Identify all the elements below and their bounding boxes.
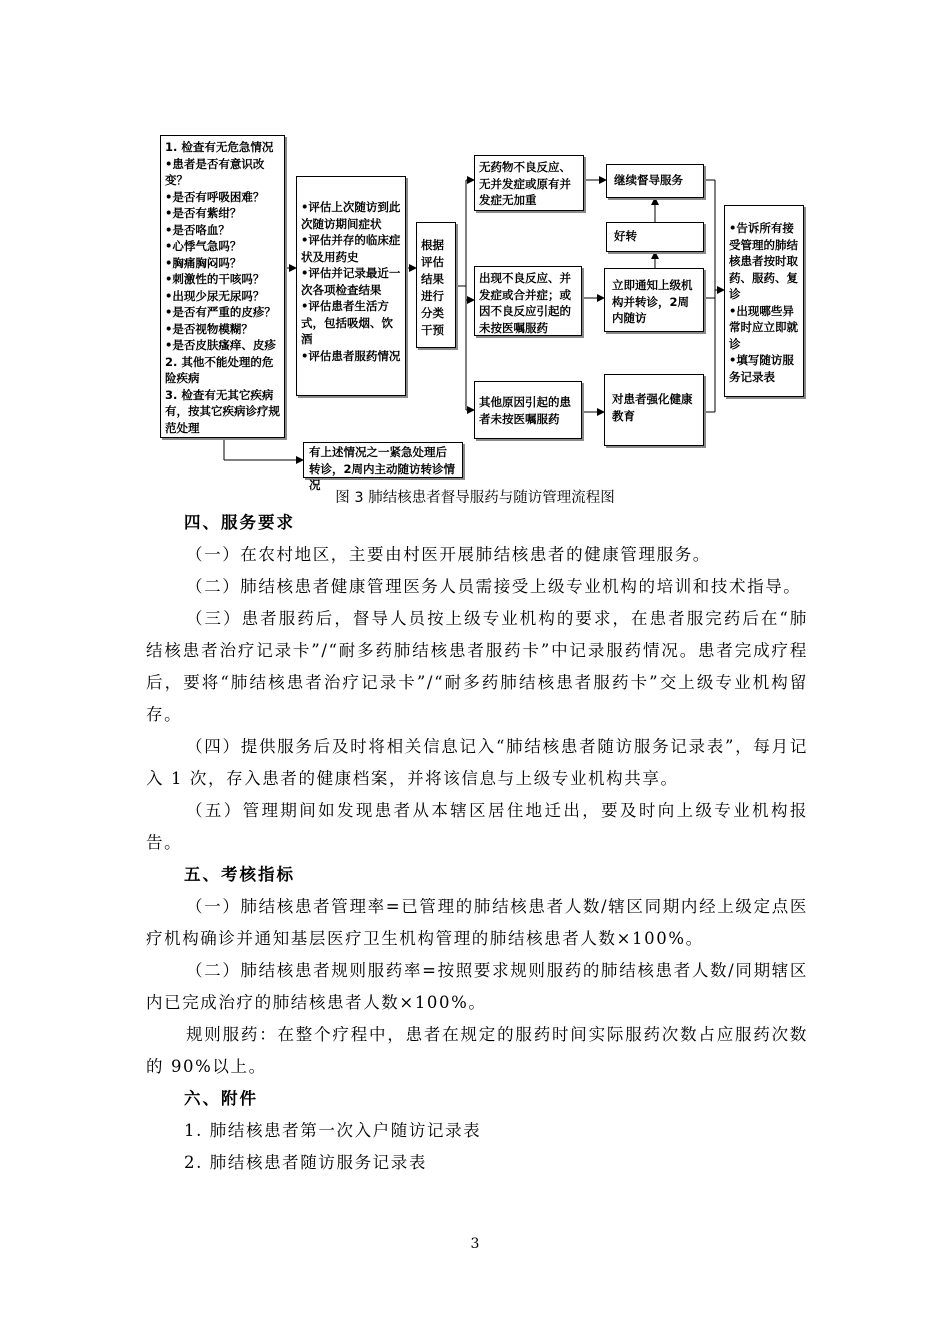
check-item: •刺激性的干咳吗？ (165, 272, 265, 286)
evaluation-item: •评估并记录最近一次各项检查结果 (301, 266, 401, 297)
notify-text: 立即通知上级机构并转诊，2周内随访 (612, 278, 693, 325)
class-c-text: 其他原因引起的患者未按医嘱服药 (479, 395, 571, 426)
check-item: 1. 检查有无危急情况 (165, 140, 274, 154)
better-box (606, 222, 704, 252)
check-item: •心悸气急吗？ (165, 239, 242, 253)
educate-box (604, 374, 704, 446)
paragraph: 规则服药：在整个疗程中，患者在规定的服药时间实际服药次数占应服药次数的 90%以上。 (146, 1025, 808, 1076)
class-b-text: 出现不良反应、并发症或合并症；或因不良反应引起的未按医嘱服药 (479, 271, 571, 335)
document-body (146, 507, 808, 1179)
section-heading: 六、附件 (184, 1089, 258, 1108)
continue-text: 继续督导服务 (614, 173, 683, 187)
class-a-box (474, 155, 584, 211)
paragraph: （一）肺结核患者管理率=已管理的肺结核患者人数/辖区同期内经上级定点医疗机构确诊并通知基层医疗卫生机构管理的肺结核患者人数×100%。 (146, 897, 808, 948)
evaluation-item: •评估上次随访到此次随访期间症状 (301, 200, 401, 231)
final-instructions-box (724, 205, 804, 397)
paragraph: （一）在农村地区，主要由村医开展肺结核患者的健康管理服务。 (186, 545, 711, 564)
figure-caption: 图 3 肺结核患者督导服药与随访管理流程图 (335, 490, 615, 506)
paragraph: （三）患者服药后，督导人员按上级专业机构的要求，在患者服完药后在“肺结核患者治疗记录卡”/“耐多药肺结核患者服药卡”中记录服药情况。患者完成疗程后，要将“肺结核患者治疗记录卡”/“耐多药肺结核患者服药卡”交上级专业机构留存。 (146, 609, 808, 724)
check-item: •患者是否有意识改变？ (165, 156, 265, 187)
check-item: •胸痛胸闷吗？ (165, 255, 242, 270)
check-item: •出现少尿无尿吗？ (165, 288, 265, 303)
classify-box (416, 222, 456, 348)
danger-check-box (160, 135, 285, 438)
notify-box (604, 268, 704, 332)
check-item: •是否有严重的皮疹？ (165, 305, 276, 319)
check-item: 2. 其他不能处理的危险疾病 (165, 354, 274, 385)
final-item: •出现哪些异常时应立即就诊 (729, 303, 798, 351)
section-heading: 五、考核指标 (184, 865, 295, 884)
better-text: 好转 (614, 229, 637, 243)
check-item: •是否咯血？ (165, 222, 230, 237)
final-item: •填写随访服务记录表 (729, 353, 794, 384)
emergency-text: 有上述情况之一紧急处理后转诊，2周内主动随访转诊情况 (309, 445, 456, 492)
check-item: •是否有紫绀？ (165, 206, 242, 220)
attachment-item: 1. 肺结核患者第一次入户随访记录表 (184, 1121, 482, 1140)
class-b-box (474, 266, 582, 336)
class-c-box (474, 381, 582, 439)
emergency-box (303, 442, 463, 492)
evaluation-item: •评估并存的临床症状及用药史 (301, 233, 401, 264)
page-number: 3 (470, 1236, 480, 1252)
class-a-text: 无药物不良反应、无并发症或原有并发症无加重 (479, 160, 571, 207)
paragraph: （二）肺结核患者规则服药率=按照要求规则服药的肺结核患者人数/同期辖区内已完成治疗的肺结核患者人数×100%。 (146, 961, 808, 1012)
paragraph: （五）管理期间如发现患者从本辖区居住地迁出，要及时向上级专业机构报告。 (146, 801, 808, 852)
attachment-item: 2. 肺结核患者随访服务记录表 (184, 1153, 427, 1172)
management-flowchart (0, 0, 950, 492)
evaluation-item: •评估患者服药情况 (301, 348, 401, 363)
classify-text: 根据评估结果进行分类干预 (421, 238, 444, 337)
paragraph: （四）提供服务后及时将相关信息记入“肺结核患者随访服务记录表”，每月记入 1 次，存入患者的健康档案，并将该信息与上级专业机构共享。 (146, 737, 808, 788)
evaluation-box (296, 176, 406, 396)
educate-text: 对患者强化健康教育 (612, 392, 693, 423)
check-item: •是否视物模糊？ (165, 321, 253, 336)
paragraph: （二）肺结核患者健康管理医务人员需接受上级专业机构的培训和技术指导。 (186, 577, 802, 596)
check-item: •是否皮肤瘙痒、皮疹 (165, 338, 276, 352)
evaluation-item: •评估患者生活方式，包括吸烟、饮酒 (301, 299, 393, 346)
section-heading: 四、服务要求 (184, 513, 295, 532)
continue-box (606, 164, 704, 198)
check-item: 3. 检查有无其它疾病有，按其它疾病诊疗规范处理 (165, 387, 280, 435)
check-item: •是否有呼吸困难？ (165, 189, 265, 204)
final-item: •告诉所有接受管理的肺结核患者按时取药、服药、复诊 (729, 221, 798, 301)
